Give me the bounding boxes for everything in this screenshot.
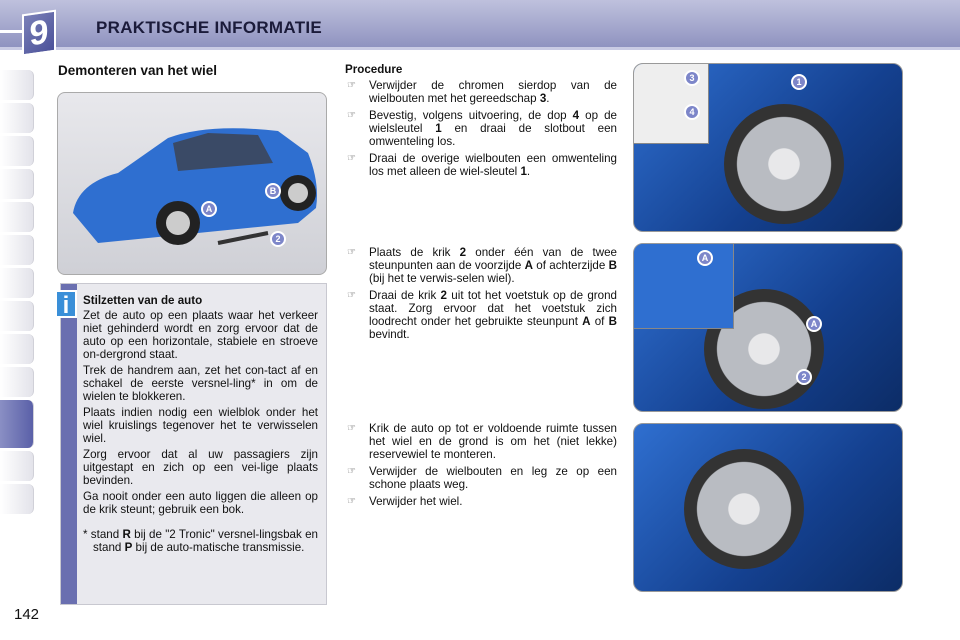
label-badge: A <box>806 316 822 332</box>
bold-reference: 1 <box>435 122 442 135</box>
pointing-hand-icon: ☞ <box>347 153 356 164</box>
text-segment: op de wielsleutel <box>369 109 617 135</box>
text-segment: of achterzijde <box>533 259 609 272</box>
info-paragraph: Zet de auto op een plaats waar het verkeer niet gehinderd wordt en zorg ervoor dat de auto op een horizontale, stabiele en stroeve on-dergrond staat. <box>83 309 318 361</box>
label-badge: A <box>201 201 217 217</box>
text-segment: uit tot het voetstuk op de grond staat. Zorg ervoor dat het voetstuk zich loodrecht onder het gebruikte steunpunt <box>369 289 617 328</box>
info-box <box>60 283 327 605</box>
text-segment: bevindt. <box>369 328 410 341</box>
bold-reference: 3 <box>539 92 547 105</box>
car-illustration <box>57 92 327 275</box>
pointing-hand-icon: ☞ <box>347 247 356 258</box>
pointing-hand-icon: ☞ <box>347 290 356 301</box>
label-badge: 4 <box>684 104 700 120</box>
text-segment: of <box>590 315 609 328</box>
procedure-step <box>345 79 617 105</box>
chapter-tab[interactable] <box>0 136 34 166</box>
bold-reference: A <box>524 259 533 272</box>
chapter-tab-active[interactable] <box>0 400 34 448</box>
jack-point-inset <box>634 244 734 329</box>
text-segment: Draai de overige wielbouten een omwenteling los met alleen de wiel-sleutel <box>369 152 617 178</box>
chapter-tabs <box>0 70 34 517</box>
chapter-number: 9 <box>22 10 56 57</box>
pointing-hand-icon: ☞ <box>347 80 356 91</box>
text-segment: Bevestig, volgens uitvoering, de dop <box>369 109 573 122</box>
chapter-tab[interactable] <box>0 367 34 397</box>
bold-reference: 4 <box>572 109 580 122</box>
text-segment: onder één van de twee steunpunten aan de voorzijde <box>369 246 618 272</box>
bold-reference: 2 <box>440 289 447 302</box>
chapter-tab[interactable] <box>0 235 34 265</box>
chapter-tab[interactable] <box>0 484 34 514</box>
bold-reference: B <box>608 315 617 328</box>
pointing-hand-icon: ☞ <box>347 110 356 121</box>
info-icon: i <box>55 290 77 318</box>
bold-reference: A <box>582 315 591 328</box>
bold-reference: P <box>124 541 133 554</box>
section-title: Demonteren van het wiel <box>58 63 218 78</box>
text-segment: en draai de slotbout een omwenteling los. <box>369 122 617 148</box>
photo-wheel-bolts <box>633 63 903 232</box>
chapter-tab[interactable] <box>0 103 34 133</box>
text-segment: . <box>526 165 531 178</box>
photo-jack-placement <box>633 243 903 412</box>
wheel-image <box>684 449 804 569</box>
procedure-step <box>345 495 617 508</box>
procedure-group-2 <box>345 246 617 345</box>
bold-reference: 2 <box>459 246 467 259</box>
info-bar <box>61 284 77 604</box>
label-badge: 2 <box>796 369 812 385</box>
text-segment: . <box>546 92 550 105</box>
info-paragraph: Plaats indien nodig een wielblok onder het wiel kruislings tegenover het te verwisselen wiel. <box>83 406 318 445</box>
procedure-step <box>345 246 617 285</box>
label-badge: B <box>265 183 281 199</box>
info-paragraph: Zorg ervoor dat al uw passagiers zijn uitgestapt en zich op een vei-lige plaats bevinden. <box>83 448 318 487</box>
chapter-header <box>0 0 960 54</box>
info-paragraph: Ga nooit onder een auto liggen die alleen op de krik steunt; gebruik een bok. <box>83 490 318 516</box>
car-drawing <box>58 93 327 275</box>
text-segment: Plaats de krik <box>369 246 460 259</box>
pointing-hand-icon: ☞ <box>347 496 356 507</box>
text-segment: * stand <box>83 528 123 541</box>
text-segment: Verwijder de chromen sierdop van de wielbouten met het gereedschap <box>369 79 617 105</box>
chapter-tab[interactable] <box>0 334 34 364</box>
wheel-image <box>724 104 844 224</box>
text-segment: bij de auto-matische transmissie. <box>132 541 305 554</box>
info-note <box>83 528 318 554</box>
chapter-tab[interactable] <box>0 70 34 100</box>
bold-reference: R <box>122 528 131 541</box>
chapter-tab[interactable] <box>0 451 34 481</box>
info-paragraph: Trek de handrem aan, zet het con-tact af en schakel de eerste versnel-ling* in om de wielen te blokkeren. <box>83 364 318 403</box>
pointing-hand-icon: ☞ <box>347 466 356 477</box>
chapter-tab[interactable] <box>0 202 34 232</box>
text-segment: Krik de auto op tot er voldoende ruimte tussen het wiel en de grond is om het (niet lekke) reservewiel te monteren. <box>369 422 617 461</box>
text-segment: Verwijder de wielbouten en leg ze op een schone plaats weg. <box>369 465 617 491</box>
chapter-tab[interactable] <box>0 268 34 298</box>
procedure-step <box>345 289 617 341</box>
procedure-step <box>345 109 617 148</box>
text-segment: Verwijder het wiel. <box>369 495 463 508</box>
info-title: Stilzetten van de auto <box>83 294 203 307</box>
procedure-title: Procedure <box>345 63 403 76</box>
label-badge: 1 <box>791 74 807 90</box>
chapter-title: PRAKTISCHE INFORMATIE <box>96 18 323 37</box>
chapter-tab[interactable] <box>0 169 34 199</box>
label-badge: A <box>697 250 713 266</box>
text-segment: (bij het te verwis-selen wiel). <box>369 272 515 285</box>
procedure-step <box>345 152 617 178</box>
bold-reference: B <box>608 259 617 272</box>
text-segment: bij de "2 Tronic" versnel-lingsbak en stand <box>93 528 318 554</box>
photo-wheel-removal <box>633 423 903 592</box>
label-badge: 2 <box>270 231 286 247</box>
bold-reference: 1 <box>520 165 527 178</box>
procedure-step <box>345 465 617 491</box>
label-badge: 3 <box>684 70 700 86</box>
procedure-group-3 <box>345 422 617 512</box>
procedure-group-1 <box>345 63 617 182</box>
pointing-hand-icon: ☞ <box>347 423 356 434</box>
page-number: 142 <box>14 606 40 623</box>
text-segment: Draai de krik <box>369 289 441 302</box>
chapter-tab[interactable] <box>0 301 34 331</box>
procedure-step <box>345 422 617 461</box>
